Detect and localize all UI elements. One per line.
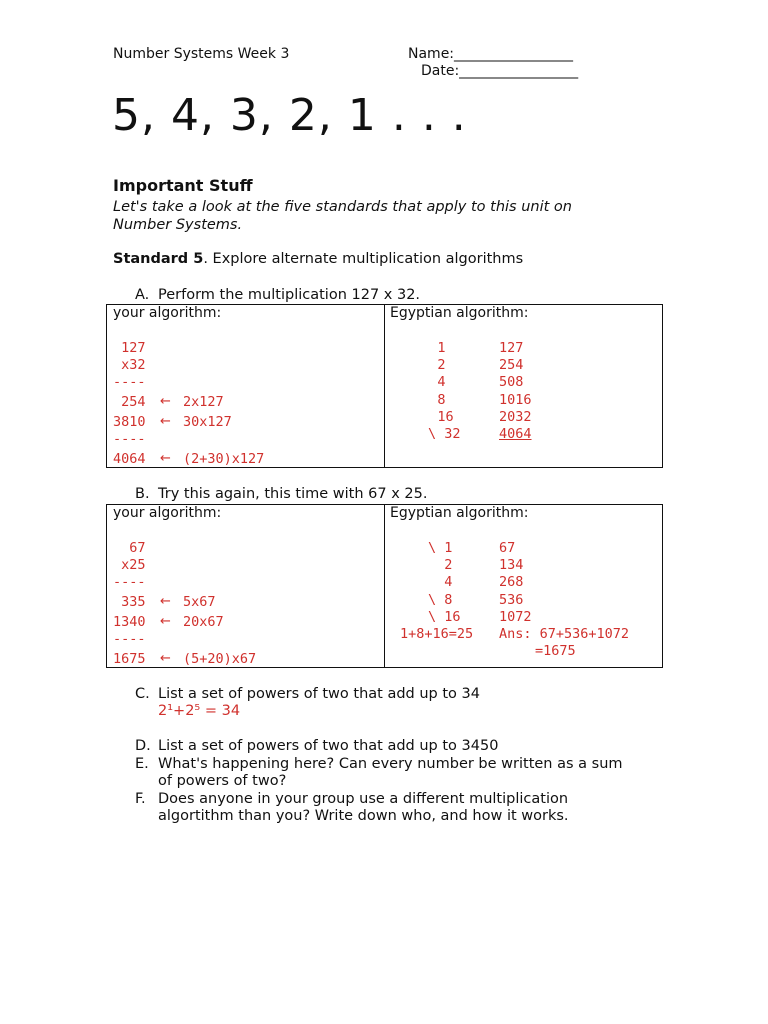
table-b-partial-2-note: 20x67 [183, 614, 224, 630]
table-b-result: 1675 [113, 651, 146, 667]
intro-line-2: Number Systems. [113, 217, 243, 233]
egypt-b-doubling: 4 [428, 574, 453, 590]
egypt-a-doubling: 2 [413, 357, 446, 373]
egypt-a-answer: 4064 [499, 426, 532, 442]
table-a-partial-2-note: 30x127 [183, 414, 232, 430]
egypt-a-value: 508 [499, 374, 524, 390]
table-a-result-note: (2+30)x127 [183, 451, 265, 467]
egypt-b-value: 268 [499, 574, 524, 590]
egypt-a-doubling-marked: \ 32 [428, 426, 461, 442]
table-b-work-line: x25 [113, 557, 146, 573]
table-b-work-line: 67 [113, 540, 146, 556]
course-title: Number Systems Week 3 [113, 46, 290, 62]
question-d-text: List a set of powers of two that add up to 3450 [158, 738, 499, 754]
table-a-work-line: x32 [113, 357, 146, 373]
table-b-work-line: ---- [113, 631, 146, 647]
egypt-b-doubling: 2 [428, 557, 453, 573]
question-d-letter: D. [135, 738, 151, 754]
table-b-partial-1: 335 [113, 594, 146, 610]
question-b-letter: B. [135, 486, 150, 502]
arrow-left-icon: ← [160, 614, 171, 629]
standard-label: Standard 5 [113, 251, 204, 267]
arrow-left-icon: ← [160, 651, 171, 666]
page-title: 5, 4, 3, 2, 1 . . . [112, 90, 467, 141]
egypt-b-answer-total: =1675 [535, 643, 576, 659]
table-a-partial-1: 254 [113, 394, 146, 410]
question-f-text: Does anyone in your group use a different multiplication [158, 791, 569, 807]
egypt-b-answer: Ans: 67+536+1072 [499, 626, 630, 642]
table-a-work-line: ---- [113, 374, 146, 390]
standard-line [113, 251, 523, 267]
table-a-partial-2: 3810 [113, 414, 146, 430]
arrow-left-icon: ← [160, 394, 171, 409]
table-a-right-header: Egyptian algorithm: [390, 305, 529, 321]
date-field[interactable]: Date:_________________ [421, 63, 579, 79]
egypt-b-doubling: \ 8 [428, 592, 453, 608]
section-heading: Important Stuff [113, 176, 253, 195]
egypt-a-doubling: 1 [413, 340, 446, 356]
question-b-text: Try this again, this time with 67 x 25. [158, 486, 428, 502]
table-b-right-header: Egyptian algorithm: [390, 505, 529, 521]
egypt-a-value: 254 [499, 357, 524, 373]
arrow-left-icon: ← [160, 451, 171, 466]
table-b-divider [384, 504, 385, 668]
question-a-text: Perform the multiplication 127 x 32. [158, 287, 421, 303]
table-a-left-header: your algorithm: [113, 305, 222, 321]
egypt-b-sum: 1+8+16=25 [400, 626, 474, 642]
question-c-text: List a set of powers of two that add up to 34 [158, 686, 480, 702]
egypt-a-doubling: 4 [413, 374, 446, 390]
name-field[interactable]: Name:_________________ [408, 46, 574, 62]
egypt-a-doubling: 8 [413, 392, 446, 408]
question-f-text-cont: algortithm than you? Write down who, and how it works. [158, 808, 569, 824]
question-e-text: What's happening here? Can every number be written as a sum [158, 756, 623, 772]
arrow-left-icon: ← [160, 594, 171, 609]
question-e-letter: E. [135, 756, 149, 772]
egypt-b-doubling: \ 16 [428, 609, 461, 625]
egypt-a-value: 127 [499, 340, 524, 356]
table-b-result-note: (5+20)x67 [183, 651, 257, 667]
egypt-b-value: 1072 [499, 609, 532, 625]
table-a-work-line: 127 [113, 340, 146, 356]
question-a-letter: A. [135, 287, 150, 303]
table-a-partial-1-note: 2x127 [183, 394, 224, 410]
egypt-a-value: 2032 [499, 409, 532, 425]
egypt-a-value: 1016 [499, 392, 532, 408]
table-b-partial-2: 1340 [113, 614, 146, 630]
intro-line-1: Let's take a look at the five standards that apply to this unit on [113, 199, 572, 215]
egypt-b-value: 67 [499, 540, 516, 556]
table-b-left-header: your algorithm: [113, 505, 222, 521]
table-a-work-line: ---- [113, 431, 146, 447]
egypt-b-value: 536 [499, 592, 524, 608]
table-b-partial-1-note: 5x67 [183, 594, 216, 610]
question-c-answer: 2¹+2⁵ = 34 [158, 703, 241, 719]
question-c-letter: C. [135, 686, 150, 702]
table-a-result: 4064 [113, 451, 146, 467]
question-e-text-cont: of powers of two? [158, 773, 287, 789]
question-f-letter: F. [135, 791, 146, 807]
arrow-left-icon: ← [160, 414, 171, 429]
egypt-b-value: 134 [499, 557, 524, 573]
table-b-work-line: ---- [113, 574, 146, 590]
egypt-a-doubling: 16 [413, 409, 454, 425]
table-a-divider [384, 304, 385, 468]
standard-text: . Explore alternate multiplication algorithms [203, 251, 524, 267]
egypt-b-doubling: \ 1 [428, 540, 453, 556]
